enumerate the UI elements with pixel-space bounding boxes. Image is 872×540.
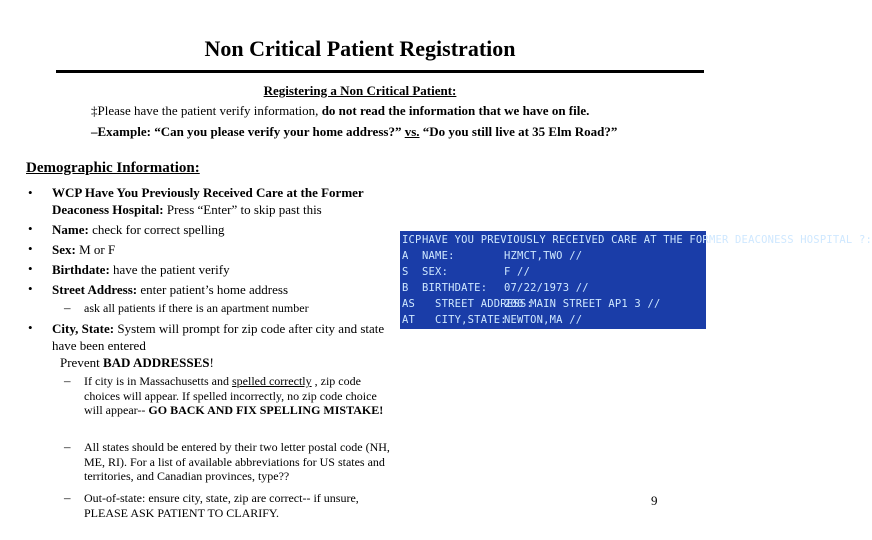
bullet-icon: • [28,320,33,335]
dash-icon: – [64,373,71,388]
list-item-street: Street Address: enter patient’s home address [52,282,289,297]
list-item-city-state: City, State: System will prompt for zip code after city and state have been entered [52,321,385,353]
dash-icon: – [64,439,71,454]
prevent-bad-addresses: Prevent BAD ADDRESSES! [60,355,214,370]
list-item-name: Name: check for correct spelling [52,222,225,237]
bullet-icon: • [28,221,33,236]
list-item-birthdate: Birthdate: have the patient verify [52,262,230,277]
demographic-heading: Demographic Information: [26,160,200,176]
page-title: Non Critical Patient Registration [204,36,516,61]
page-number: 9 [651,493,658,508]
bullet-icon: • [28,185,33,200]
list-item-wcp: WCP Have You Previously Received Care at the Former Deaconess Hospital: Press “Enter” to skip past this [52,185,364,217]
intro-marker-icon: ‡ [91,103,98,118]
list-item-sex: Sex: M or F [52,242,116,257]
dash-icon: – [64,300,71,315]
intro-text-a: Please have the patient verify information, [97,103,322,118]
dash-icon: – [64,490,71,505]
intro-text-b: do not read the information that we have on file. [321,103,590,118]
bullet-icon: • [28,281,33,296]
street-sub-item: ask all patients if there is an apartment number [84,301,309,315]
bullet-icon: • [28,261,33,276]
title-rule [56,70,704,73]
example-vs: vs. [404,124,420,139]
example-text-a: –Example: “Can you please verify your home address?” [91,124,405,139]
terminal-screenshot: ICP HAVE YOU PREVIOUSLY RECEIVED CARE AT THE FORMER DEACONESS HOSPITAL ?: A NAME: HZMCT,TWO // S SEX: F // B BIRTHDATE: 07/22/1973 // AS STREET ADDRESS: 200 MAIN STREET AP1 3 // AT CITY,STATE: NEWTON,MA // [400,231,706,329]
sub-heading: Registering a Non Critical Patient: [263,83,457,98]
intro-line-1 [91,103,589,119]
intro-line-2 [91,124,617,140]
city-sub-item-3: Out-of-state: ensure city, state, zip are correct-- if unsure, PLEASE ASK PATIENT TO CLARIFY. [84,491,359,520]
bullet-icon: • [28,241,33,256]
city-sub-item-2: All states should be entered by their two letter postal code (NH, ME, RI). For a list of available abbreviations for US states and territories, and Canadian provinces, type?? [84,440,390,483]
city-sub-item-1: If city is in Massachusetts and spelled correctly , zip code choices will appear. If spelled incorrectly, no zip code choice will appear-- GO BACK AND FIX SPELLING MISTAKE! [84,374,384,417]
example-text-b: “Do you still live at 35 Elm Road?” [419,124,618,139]
